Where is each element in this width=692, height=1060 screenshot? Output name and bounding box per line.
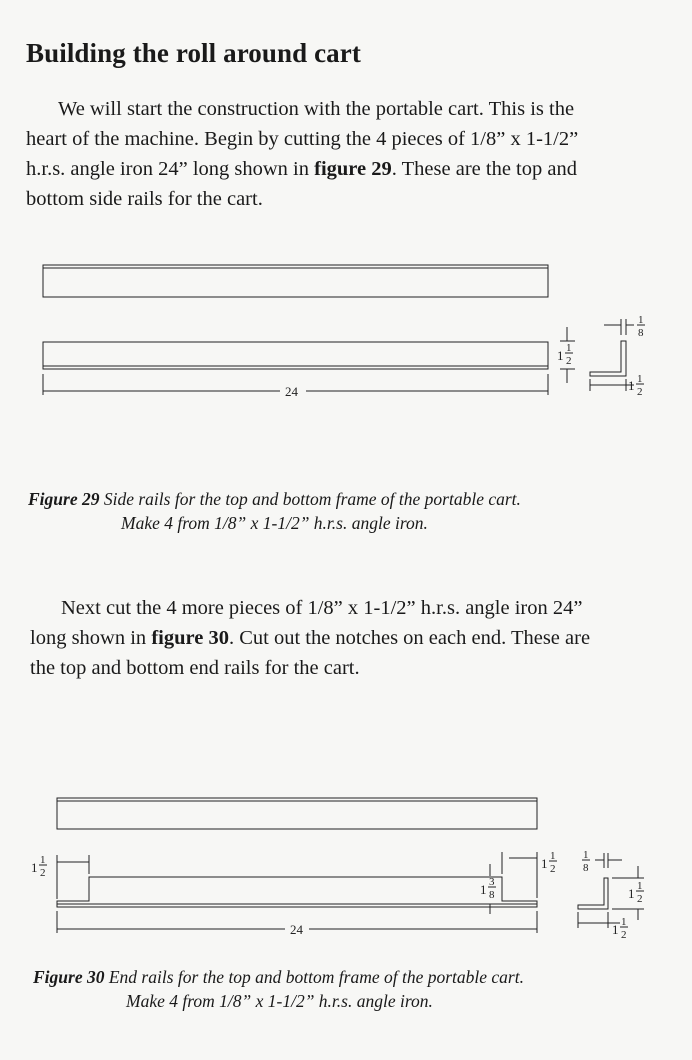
fig29-rail-side-view	[43, 342, 548, 369]
para1-line4: bottom side rails for the cart.	[26, 188, 263, 210]
fig29-length-label: 24	[285, 384, 298, 399]
para1-line1: We will start the construction with the portable cart. This is the	[58, 98, 575, 120]
fig30-depth-whole: 1	[480, 882, 487, 897]
para2-line3: the top and bottom end rails for the cart.	[30, 657, 360, 679]
fig29-leg-whole: 1	[628, 378, 635, 393]
fig29-caption-line1: Figure 29 Side rails for the top and bottom frame of the portable cart.	[28, 489, 521, 509]
fig30-height-whole: 1	[628, 886, 635, 901]
para2-line2: long shown in figure 30. Cut out the notches on each end. These are	[30, 627, 591, 649]
fig29-rail-top-view	[43, 265, 548, 297]
para1-line2: heart of the machine. Begin by cutting the 4 pieces of 1/8” x 1-1/2”	[26, 128, 579, 150]
fig30-height-den: 2	[637, 893, 643, 905]
figure-30-caption	[33, 965, 524, 1013]
intro-paragraph	[26, 94, 578, 214]
fig29-height-whole: 1	[557, 348, 564, 363]
fig30-leg-num: 1	[621, 916, 627, 928]
fig29-leg-num: 1	[637, 373, 643, 385]
fig30-caption-line2: Make 4 from 1/8” x 1-1/2” h.r.s. angle iron.	[126, 991, 433, 1011]
figure-30-drawing	[0, 790, 692, 950]
fig30-thick-num: 1	[583, 849, 589, 861]
fig30-depth-num: 3	[489, 876, 495, 888]
fig30-notch-right-num: 1	[550, 850, 556, 862]
para1-line3: h.r.s. angle iron 24” long shown in figure 29. These are the top and	[26, 158, 577, 180]
fig29-thick-den: 8	[638, 327, 644, 339]
fig30-notch-left-whole: 1	[31, 860, 38, 875]
fig30-height-num: 1	[637, 880, 643, 892]
page-heading: Building the roll around cart	[26, 38, 361, 68]
second-paragraph	[30, 593, 590, 683]
fig29-angle-section	[590, 341, 626, 376]
figure-29-reference: figure 29	[314, 158, 392, 180]
fig30-length-label: 24	[290, 922, 303, 937]
fig29-height-den: 2	[566, 355, 572, 367]
fig29-thick-num: 1	[638, 314, 644, 326]
para2-line1: Next cut the 4 more pieces of 1/8” x 1-1/2” h.r.s. angle iron 24”	[61, 597, 583, 619]
figure-29-caption	[28, 487, 521, 535]
fig30-notch-right-whole: 1	[541, 856, 548, 871]
fig29-caption-line2: Make 4 from 1/8” x 1-1/2” h.r.s. angle iron.	[121, 513, 428, 533]
fig30-angle-section	[578, 878, 608, 909]
figure-30-reference: figure 30	[151, 627, 229, 649]
fig29-leg-den: 2	[637, 386, 643, 398]
fig29-height-num: 1	[566, 342, 572, 354]
figure-29-drawing	[0, 255, 692, 405]
fig30-notch-right-den: 2	[550, 863, 556, 875]
fig30-leg-whole: 1	[612, 922, 619, 937]
fig30-caption-line1: Figure 30 End rails for the top and bottom frame of the portable cart.	[33, 967, 524, 987]
fig30-notch-left-num: 1	[40, 854, 46, 866]
fig30-thick-den: 8	[583, 862, 589, 874]
fig30-leg-den: 2	[621, 929, 627, 941]
fig30-notch-left-den: 2	[40, 867, 46, 879]
fig30-depth-den: 8	[489, 889, 495, 901]
fig30-rail-side-view	[57, 877, 537, 907]
fig30-rail-top-view	[57, 798, 537, 829]
